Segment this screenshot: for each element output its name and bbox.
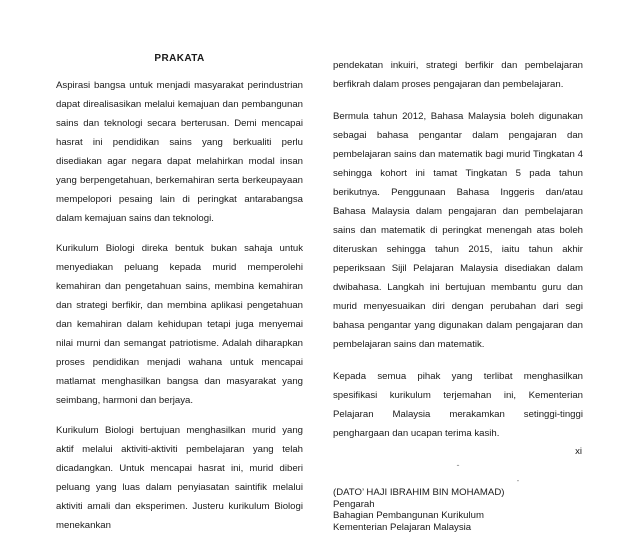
signature-block bbox=[333, 487, 583, 533]
paragraph-kurikulum-reka-bentuk: Kurikulum Biologi direka bentuk bukan sahaja untuk menyediakan peluang kepada murid memperolehi kemahiran dan pengetahuan sains, membina kemahiran dan strategi berfikir, dan membina aplikasi pengetahuan dan kemahiran dalam kehidupan tetapi juga menyemai nilai murni dan semangat patriotisme. Adalah diharapkan proses pendidikan menjadi wahana untuk mencapai matlamat menghasilkan bangsa dan masyarakat yang seimbang, harmoni dan berjaya. bbox=[56, 243, 303, 406]
signature-mark: - bbox=[456, 460, 460, 470]
paragraph-bahasa-pengantar: Bermula tahun 2012, Bahasa Malaysia boleh digunakan sebagai bahasa pengantar dalam pengajaran dan pembelajaran sains dan matematik bagi murid Tingkatan 4 sehingga kohort ini tamat Tingkatan 5 pada tahun berikutnya. Penggunaan Bahasa Inggeris dan/atau Bahasa Malaysia dalam pengajaran dan pembelajaran sains dan matematik di peringkat menengah atas boleh diteruskan sehingga tahun 2015, iaitu tahun akhir peperiksaan Sijil Pelajaran Malaysia disediakan dalam dwibahasa. Langkah ini bertujuan membantu guru dan murid menyesuaikan diri dengan perubahan dari segi bahasa pengantar yang digunakan dalam pengajaran dan pembelajaran sains dan matematik. bbox=[333, 111, 583, 350]
paragraph-penghargaan: Kepada semua pihak yang terlibat menghasilkan spesifikasi kurikulum terjemahan ini, Kementerian Pelajaran Malaysia merakamkan setinggi-tinggi penghargaan dan ucapan terima kasih. bbox=[333, 371, 583, 439]
signatory-name: (DATO’ HAJI IBRAHIM BIN MOHAMAD) bbox=[333, 487, 505, 498]
signature-mark-lower: - bbox=[516, 476, 520, 485]
paragraph-pendekatan-inkuiri: pendekatan inkuiri, strategi berfikir dan pembelajaran berfikrah dalam proses pengajaran dan pembelajaran. bbox=[333, 60, 583, 90]
page-number: xi bbox=[575, 446, 582, 457]
left-column bbox=[56, 52, 303, 546]
signatory-role: Pengarah bbox=[333, 498, 375, 510]
signatory-division: Bahagian Pembangunan Kurikulum bbox=[333, 510, 484, 521]
paragraph-kurikulum-tujuan: Kurikulum Biologi bertujuan menghasilkan murid yang aktif melalui aktiviti-aktiviti pembelajaran yang telah dicadangkan. Untuk mencapai hasrat ini, murid diberi peluang yang luas dalam penyiasatan saintifik melalui aktiviti amali dan eksperimen. Justeru kurikulum Biologi menekankan bbox=[56, 425, 303, 531]
right-column bbox=[333, 56, 583, 533]
page-title: PRAKATA bbox=[154, 53, 205, 64]
signatory-ministry: Kementerian Pelajaran Malaysia bbox=[333, 521, 472, 533]
paragraph-aspirasi: Aspirasi bangsa untuk menjadi masyarakat perindustrian dapat direalisasikan melalui kemajuan dan pembangunan sains dan teknologi secara berterusan. Demi mencapai hasrat ini pendidikan sains yang berkualiti perlu disediakan agar negara dapat melahirkan modal insan yang berpengetahuan, berkemahiran serta berkeupayaan mempelopori pesaing lain di peringkat antarabangsa dalam kemajuan sains dan teknologi. bbox=[56, 80, 303, 224]
